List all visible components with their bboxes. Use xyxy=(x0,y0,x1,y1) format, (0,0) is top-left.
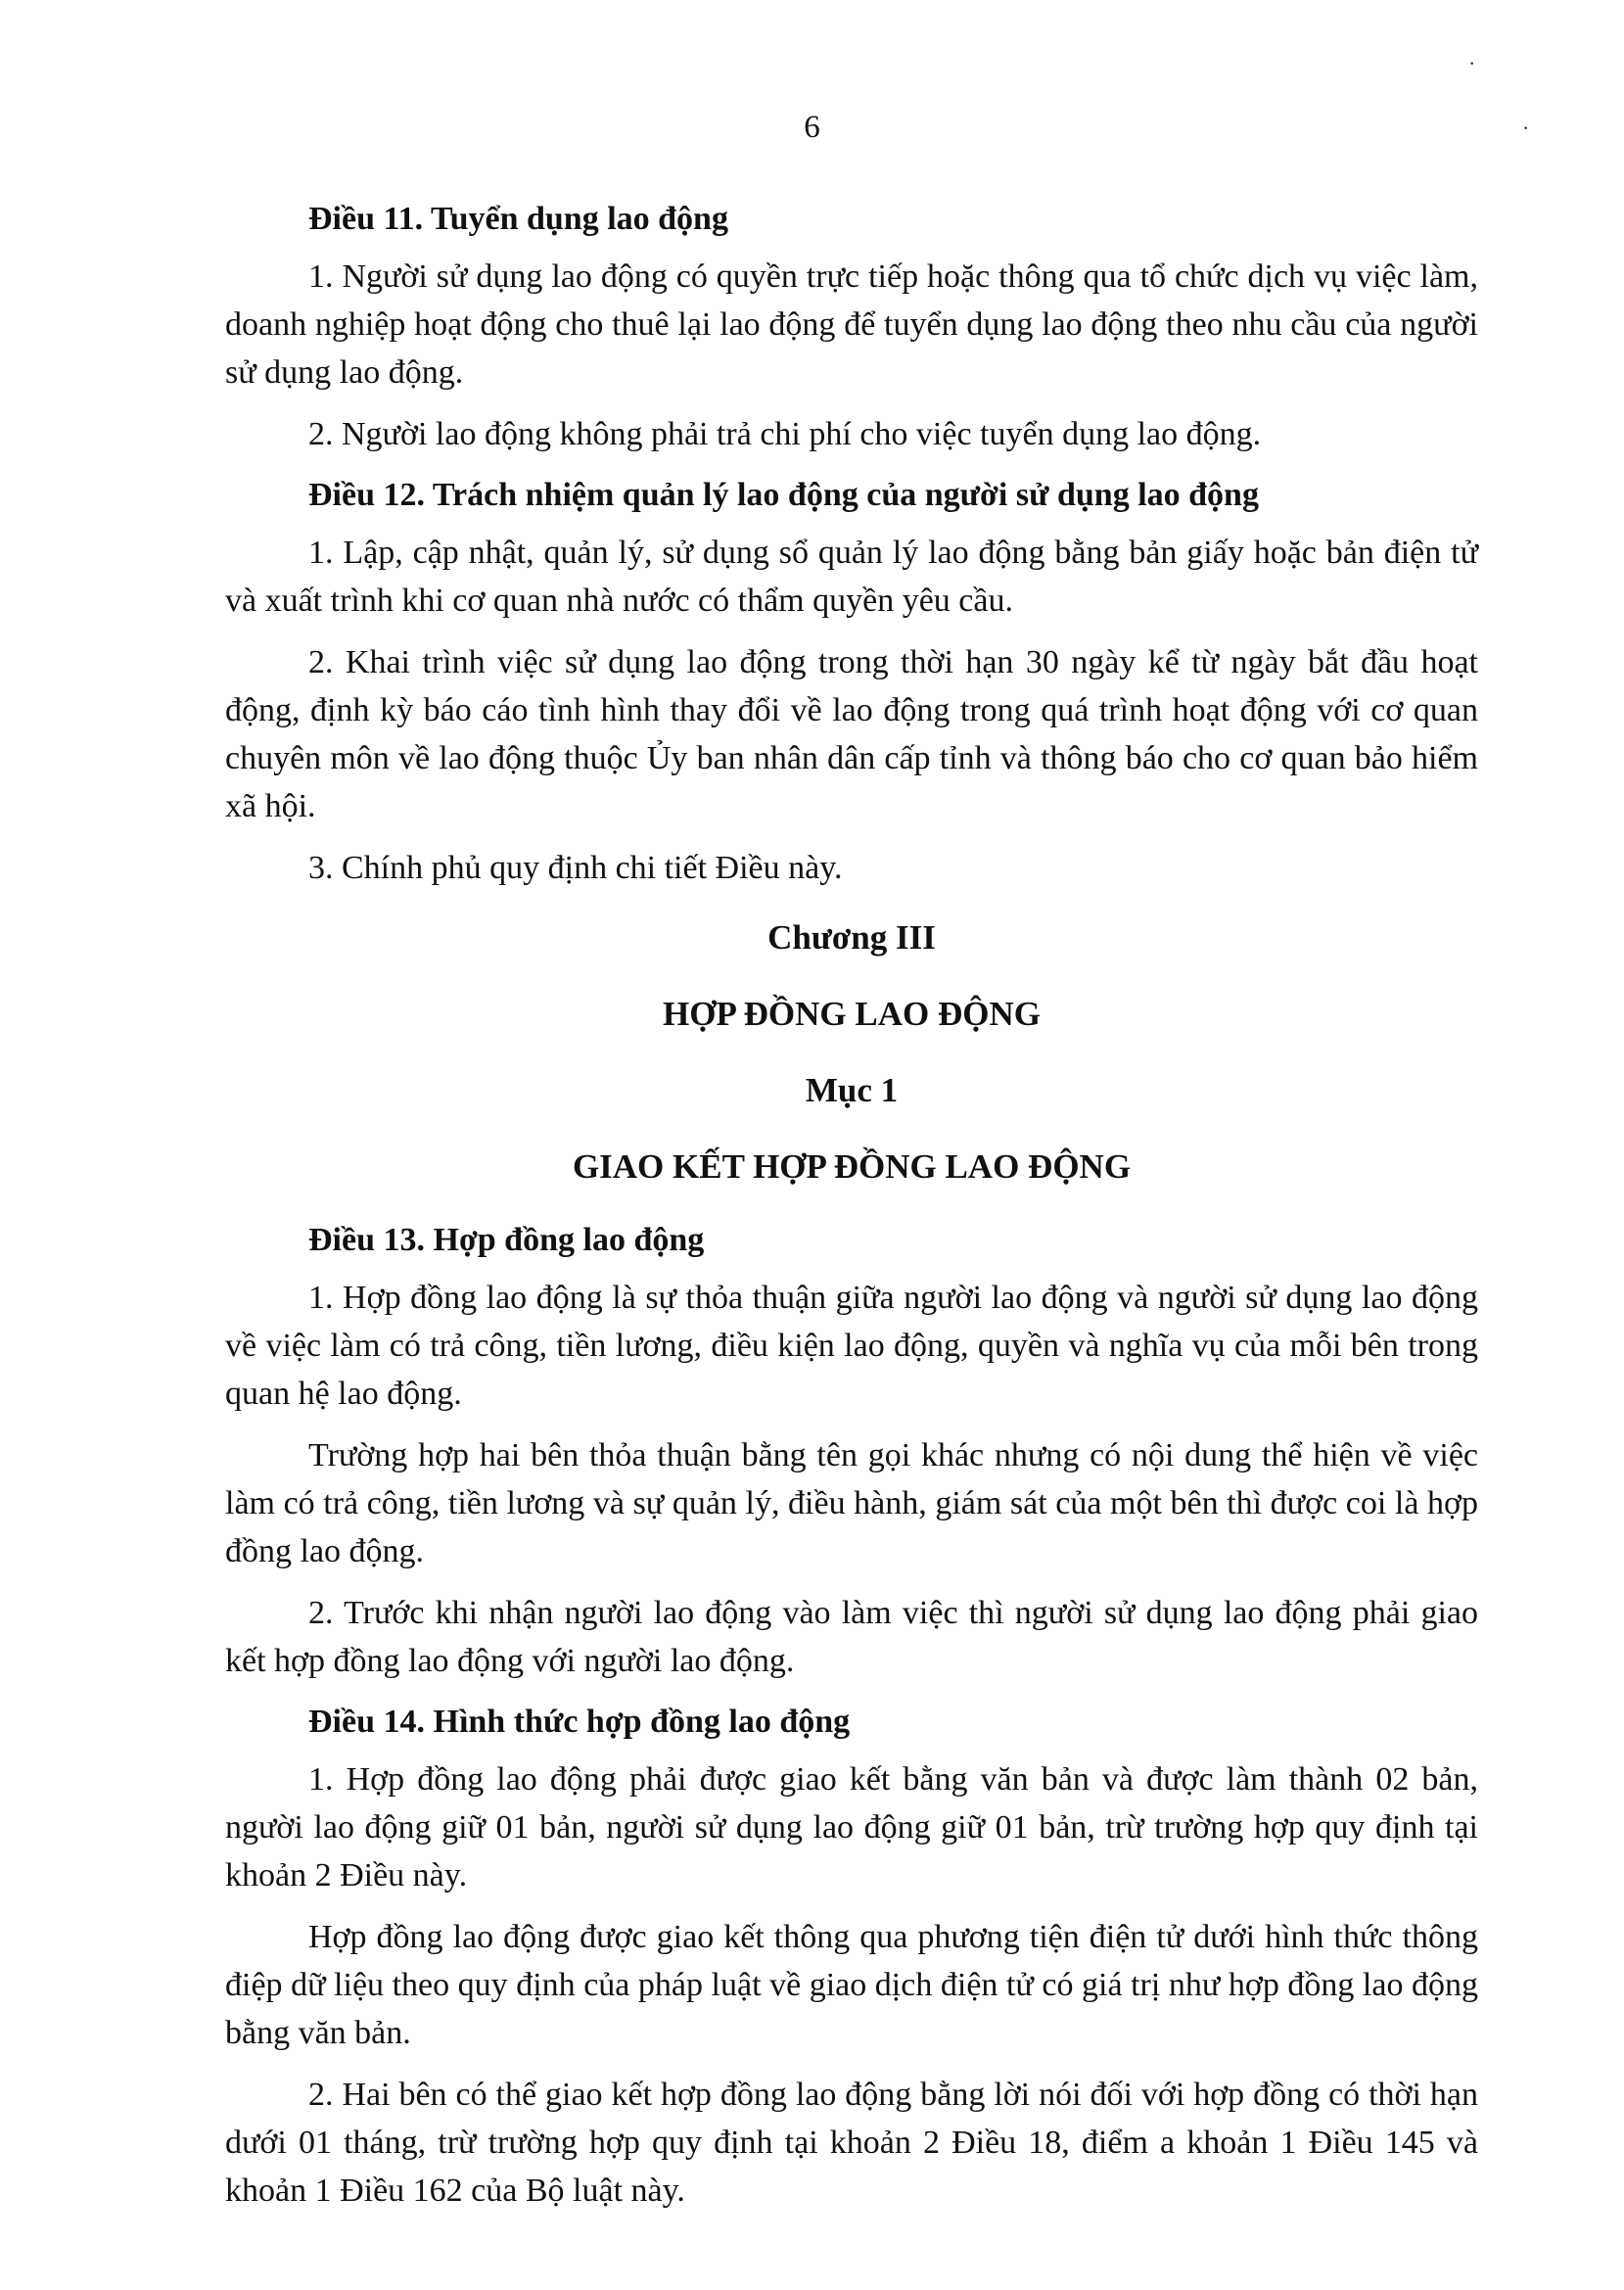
article xyxy=(225,196,1478,458)
article-paragraph: Hợp đồng lao động được giao kết thông qua phương tiện điện tử dưới hình thức thông điệp dữ liệu theo quy định của pháp luật về giao dịch điện tử có giá trị như hợp đồng lao động bằng văn bản. xyxy=(225,1919,1478,2051)
article-paragraph: 3. Chính phủ quy định chi tiết Điều này. xyxy=(308,850,843,886)
chapter-heading xyxy=(225,913,1478,1192)
article-paragraph: 2. Hai bên có thể giao kết hợp đồng lao động bằng lời nói đối với hợp đồng có thời hạn dưới 01 tháng, trừ trường hợp quy định tại khoản 2 Điều 18, điểm a khoản 1 Điều 145 và khoản 1 Điều 162 của Bộ luật này. xyxy=(225,2077,1478,2209)
article-paragraph: 1. Hợp đồng lao động phải được giao kết bằng văn bản và được làm thành 02 bản, người lao động giữ 01 bản, người sử dụng lao động giữ 01 bản, trừ trường hợp quy định tại khoản 2 Điều này. xyxy=(225,1761,1478,1893)
article-paragraph: 2. Người lao động không phải trả chi phí cho việc tuyển dụng lao động. xyxy=(308,416,1262,452)
scan-speck: · xyxy=(1468,51,1476,75)
article-paragraph: 2. Trước khi nhận người lao động vào làm việc thì người sử dụng lao động phải giao kết hợp đồng lao động với người lao động. xyxy=(225,1595,1478,1679)
page-number: 6 xyxy=(804,110,820,145)
article-title: Điều 12. Trách nhiệm quản lý lao động của người sử dụng lao động xyxy=(308,477,1259,513)
articles-after-chapter xyxy=(225,1217,1478,2215)
article-paragraph: Trường hợp hai bên thỏa thuận bằng tên gọi khác nhưng có nội dung thể hiện về việc làm có trả công, tiền lương và sự quản lý, điều hành, giám sát của một bên thì được coi là hợp đồng lao động. xyxy=(225,1437,1478,1569)
document-body xyxy=(225,196,1478,2228)
section-label: Mục 1 xyxy=(805,1071,899,1109)
scan-speck: · xyxy=(1522,116,1530,140)
article-paragraph: 1. Hợp đồng lao động là sự thỏa thuận giữa người lao động và người sử dụng lao động về việc làm có trả công, tiền lương, điều kiện lao động, quyền và nghĩa vụ của mỗi bên trong quan hệ lao động. xyxy=(225,1280,1478,1412)
article xyxy=(225,1699,1478,2215)
article-title: Điều 14. Hình thức hợp đồng lao động xyxy=(308,1704,851,1740)
chapter-title: HỢP ĐỒNG LAO ĐỘNG xyxy=(663,995,1041,1033)
chapter-label: Chương III xyxy=(767,918,936,957)
article-paragraph: 2. Khai trình việc sử dụng lao động trong thời hạn 30 ngày kể từ ngày bắt đầu hoạt động, định kỳ báo cáo tình hình thay đổi về lao động trong quá trình hoạt động với cơ quan chuyên môn về lao động thuộc Ủy ban nhân dân cấp tỉnh và thông báo cho cơ quan bảo hiểm xã hội. xyxy=(225,644,1478,824)
articles-before-chapter xyxy=(225,196,1478,892)
article-title: Điều 13. Hợp đồng lao động xyxy=(308,1222,705,1258)
article xyxy=(225,472,1478,892)
article-title: Điều 11. Tuyển dụng lao động xyxy=(308,201,728,237)
section-title: GIAO KẾT HỢP ĐỒNG LAO ĐỘNG xyxy=(572,1147,1132,1186)
article-paragraph: 1. Lập, cập nhật, quản lý, sử dụng sổ quản lý lao động bằng bản giấy hoặc bản điện tử và xuất trình khi cơ quan nhà nước có thẩm quyền yêu cầu. xyxy=(225,535,1478,619)
article xyxy=(225,1217,1478,1685)
article-paragraph: 1. Người sử dụng lao động có quyền trực tiếp hoặc thông qua tổ chức dịch vụ việc làm, doanh nghiệp hoạt động cho thuê lại lao động để tuyển dụng lao động theo nhu cầu của người sử dụng lao động. xyxy=(225,258,1478,391)
